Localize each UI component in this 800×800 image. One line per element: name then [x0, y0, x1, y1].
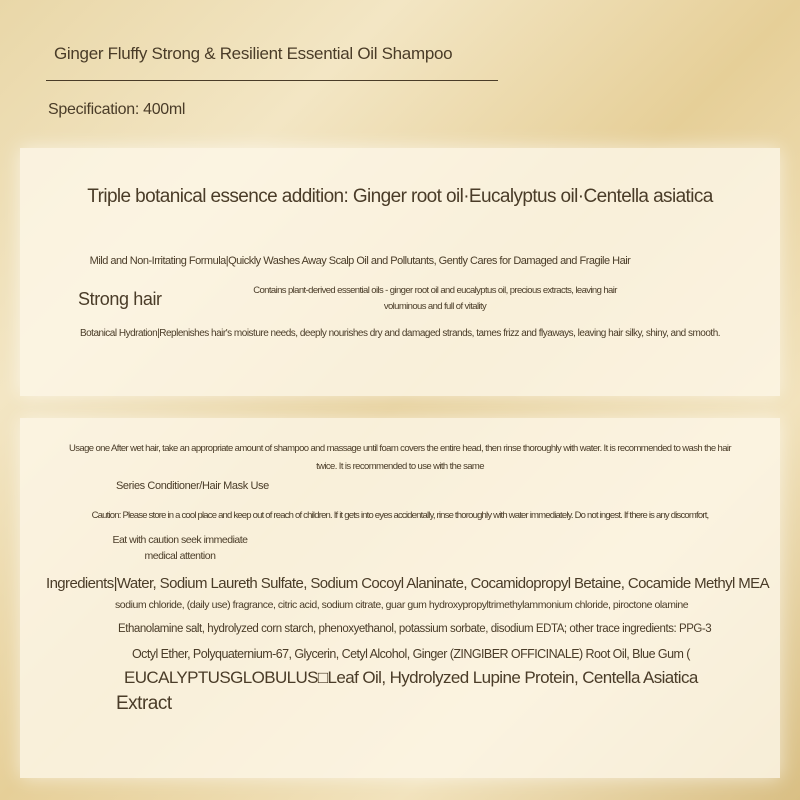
ingredients-line-2: sodium chloride, (daily use) fragrance, citric acid, sodium citrate, guar gum hydroxypropyltrimethylammonium chloride, piroctone olamine	[115, 599, 689, 611]
specification: Specification: 400ml	[48, 101, 186, 118]
details-panel	[20, 418, 780, 778]
caution-continued: Eat with caution seek immediate medical attention	[112, 534, 248, 562]
title-divider	[46, 80, 498, 81]
strong-hair-label: Strong hair	[78, 289, 162, 309]
ingredients-line-5: EUCALYPTUSGLOBULUS□Leaf Oil, Hydrolyzed Lupine Protein, Centella Asiatica	[124, 668, 698, 687]
product-title: Ginger Fluffy Strong & Resilient Essential Oil Shampoo	[54, 44, 453, 63]
ingredients-line-3: Ethanolamine salt, hydrolyzed corn starch, phenoxyethanol, potassium sorbate, disodium EDTA; other trace ingredients: PPG-3	[118, 623, 712, 635]
caution-text: Caution: Please store in a cool place and keep out of reach of children. If it gets into eyes accidentally, rinse thoroughly with water immediately. Do not ingest. If there is any discomfort,	[91, 510, 709, 521]
hydration-text: Botanical Hydration|Replenishes hair's moisture needs, deeply nourishes dry and damaged strands, tames frizz and flyaways, leaving hair silky, shiny, and smooth.	[79, 328, 721, 339]
ingredients-line-1: Ingredients|Water, Sodium Laureth Sulfate, Sodium Cocoyl Alaninate, Cocamidopropyl Betaine, Cocamide Methyl MEA	[46, 575, 769, 592]
features-panel	[20, 148, 780, 396]
mild-formula-text: Mild and Non-Irritating Formula|Quickly Washes Away Scalp Oil and Pollutants, Gently Cares for Damaged and Fragile Hair	[89, 255, 631, 267]
ingredients-line-4: Octyl Ether, Polyquaternium-67, Glycerin, Cetyl Alcohol, Ginger (ZINGIBER OFFICINALE) Root Oil, Blue Gum (	[132, 647, 690, 661]
ingredients-line-6: Extract	[116, 693, 172, 714]
strong-hair-description: Contains plant-derived essential oils - ginger root oil and eucalyptus oil, precious extracts, leaving hair voluminous and full of vitality	[253, 285, 617, 312]
usage-text: Usage one After wet hair, take an appropriate amount of shampoo and massage until foam covers the entire head, then rinse thoroughly with water. It is recommended to wash the hair twice. It is recommended to use with the same	[68, 443, 731, 472]
usage-series-text: Series Conditioner/Hair Mask Use	[116, 480, 269, 492]
botanical-headline: Triple botanical essence addition: Ginger root oil·Eucalyptus oil·Centella asiatica	[87, 186, 713, 207]
